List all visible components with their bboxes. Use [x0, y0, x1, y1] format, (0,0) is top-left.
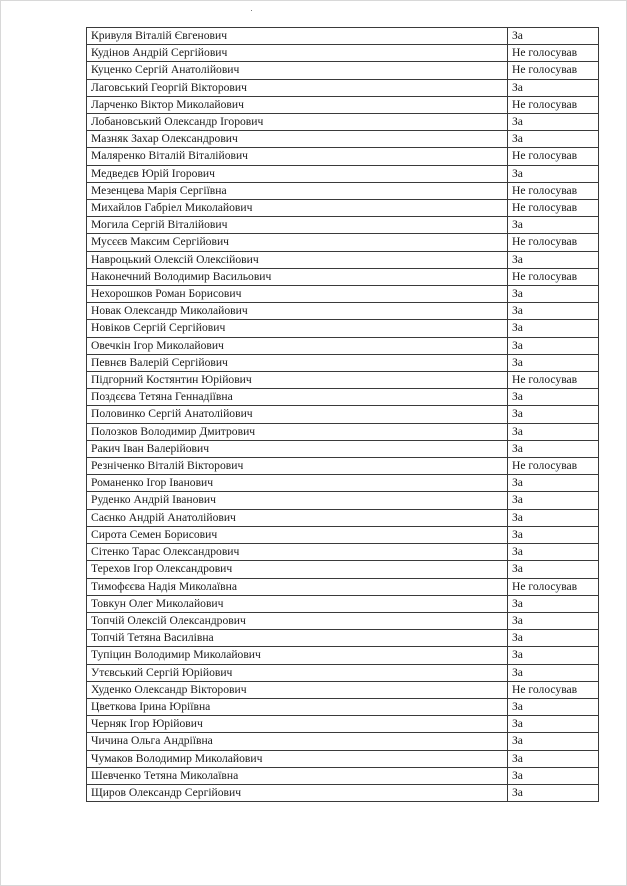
deputy-name-cell: Поздєєва Тетяна Геннадіївна	[87, 389, 508, 406]
vote-result-cell: За	[508, 131, 599, 148]
vote-result-cell: За	[508, 750, 599, 767]
vote-result-cell: За	[508, 303, 599, 320]
vote-result-cell: Не голосував	[508, 182, 599, 199]
table-row	[87, 561, 599, 578]
deputy-name-cell: Могила Сергій Віталійович	[87, 217, 508, 234]
deputy-name-cell: Лаговський Георгій Вікторович	[87, 79, 508, 96]
deputy-name-cell: Половинко Сергій Анатолійович	[87, 406, 508, 423]
deputy-name-cell: Товкун Олег Миколайович	[87, 595, 508, 612]
deputy-name-cell: Михайлов Габріел Миколайович	[87, 200, 508, 217]
deputy-name-cell: Черняк Ігор Юрійович	[87, 716, 508, 733]
vote-result-cell: Не голосував	[508, 200, 599, 217]
vote-result-cell: Не голосував	[508, 148, 599, 165]
table-row	[87, 303, 599, 320]
deputy-name-cell: Новіков Сергій Сергійович	[87, 320, 508, 337]
deputy-name-cell: Романенко Ігор Іванович	[87, 475, 508, 492]
deputy-name-cell: Руденко Андрій Іванович	[87, 492, 508, 509]
table-row	[87, 664, 599, 681]
table-row	[87, 79, 599, 96]
table-row	[87, 458, 599, 475]
table-row	[87, 320, 599, 337]
deputy-name-cell: Топчій Тетяна Василівна	[87, 630, 508, 647]
deputy-name-cell: Тимофєєва Надія Миколаївна	[87, 578, 508, 595]
table-row	[87, 630, 599, 647]
deputy-name-cell: Худенко Олександр Вікторович	[87, 681, 508, 698]
vote-result-cell: За	[508, 647, 599, 664]
deputy-name-cell: Терехов Ігор Олександрович	[87, 561, 508, 578]
vote-result-cell: За	[508, 664, 599, 681]
deputy-name-cell: Чумаков Володимир Миколайович	[87, 750, 508, 767]
vote-result-cell: За	[508, 612, 599, 629]
table-row	[87, 389, 599, 406]
deputy-name-cell: Цветкова Ірина Юріївна	[87, 698, 508, 715]
table-row	[87, 784, 599, 801]
vote-result-cell: За	[508, 114, 599, 131]
table-row	[87, 131, 599, 148]
deputy-name-cell: Овечкін Ігор Миколайович	[87, 337, 508, 354]
table-row	[87, 475, 599, 492]
table-row	[87, 337, 599, 354]
table-row	[87, 165, 599, 182]
table-row	[87, 354, 599, 371]
vote-result-cell: За	[508, 217, 599, 234]
deputy-name-cell: Сітенко Тарас Олександрович	[87, 544, 508, 561]
table-row	[87, 62, 599, 79]
deputy-name-cell: Підгорний Костянтин Юрійович	[87, 372, 508, 389]
vote-result-cell: За	[508, 79, 599, 96]
table-row	[87, 716, 599, 733]
table-row	[87, 372, 599, 389]
deputy-name-cell: Кудінов Андрій Сергійович	[87, 45, 508, 62]
table-row	[87, 268, 599, 285]
vote-result-cell: За	[508, 320, 599, 337]
table-row	[87, 200, 599, 217]
table-row	[87, 28, 599, 45]
vote-result-cell: За	[508, 354, 599, 371]
table-row	[87, 96, 599, 113]
deputy-name-cell: Полозков Володимир Дмитрович	[87, 423, 508, 440]
table-row	[87, 492, 599, 509]
deputy-name-cell: Маляренко Віталій Віталійович	[87, 148, 508, 165]
vote-result-cell: За	[508, 423, 599, 440]
deputy-name-cell: Куценко Сергій Анатолійович	[87, 62, 508, 79]
table-row	[87, 440, 599, 457]
table-row	[87, 750, 599, 767]
vote-result-cell: Не голосував	[508, 45, 599, 62]
vote-result-cell: За	[508, 509, 599, 526]
vote-result-cell: Не голосував	[508, 234, 599, 251]
table-row	[87, 45, 599, 62]
table-row	[87, 733, 599, 750]
deputy-name-cell: Чичина Ольга Андріївна	[87, 733, 508, 750]
table-row	[87, 148, 599, 165]
table-row	[87, 578, 599, 595]
table-row	[87, 234, 599, 251]
vote-result-cell: За	[508, 698, 599, 715]
table-row	[87, 423, 599, 440]
deputy-name-cell: Ракич Іван Валерійович	[87, 440, 508, 457]
table-row	[87, 509, 599, 526]
deputy-name-cell: Нехорошков Роман Борисович	[87, 286, 508, 303]
table-row	[87, 114, 599, 131]
vote-result-cell: За	[508, 561, 599, 578]
vote-result-cell: За	[508, 492, 599, 509]
deputy-name-cell: Щиров Олександр Сергійович	[87, 784, 508, 801]
deputy-name-cell: Навроцький Олексій Олексійович	[87, 251, 508, 268]
deputy-name-cell: Певнєв Валерій Сергійович	[87, 354, 508, 371]
deputy-name-cell: Ларченко Віктор Миколайович	[87, 96, 508, 113]
vote-result-cell: За	[508, 784, 599, 801]
deputy-name-cell: Шевченко Тетяна Миколаївна	[87, 767, 508, 784]
deputy-name-cell: Саєнко Андрій Анатолійович	[87, 509, 508, 526]
deputy-name-cell: Топчій Олексій Олександрович	[87, 612, 508, 629]
vote-results-table	[86, 27, 599, 802]
deputy-name-cell: Наконечний Володимир Васильович	[87, 268, 508, 285]
scan-speck	[251, 10, 252, 11]
vote-result-cell: За	[508, 526, 599, 543]
table-row	[87, 286, 599, 303]
vote-result-cell: Не голосував	[508, 458, 599, 475]
vote-result-cell: Не голосував	[508, 62, 599, 79]
vote-result-cell: За	[508, 630, 599, 647]
vote-result-cell: За	[508, 475, 599, 492]
vote-result-cell: За	[508, 595, 599, 612]
table-row	[87, 217, 599, 234]
table-row	[87, 681, 599, 698]
deputy-name-cell: Новак Олександр Миколайович	[87, 303, 508, 320]
table-row	[87, 612, 599, 629]
vote-result-cell: За	[508, 286, 599, 303]
deputy-name-cell: Тупіцин Володимир Миколайович	[87, 647, 508, 664]
vote-result-cell: За	[508, 733, 599, 750]
vote-result-cell: За	[508, 544, 599, 561]
deputy-name-cell: Мазняк Захар Олександрович	[87, 131, 508, 148]
deputy-name-cell: Утєвський Сергій Юрійович	[87, 664, 508, 681]
vote-result-cell: За	[508, 28, 599, 45]
vote-result-cell: Не голосував	[508, 372, 599, 389]
deputy-name-cell: Мусєєв Максим Сергійович	[87, 234, 508, 251]
table-row	[87, 595, 599, 612]
deputy-name-cell: Лобановський Олександр Ігорович	[87, 114, 508, 131]
vote-result-cell: Не голосував	[508, 96, 599, 113]
vote-result-cell: За	[508, 767, 599, 784]
vote-result-cell: Не голосував	[508, 681, 599, 698]
table-row	[87, 251, 599, 268]
vote-result-cell: За	[508, 406, 599, 423]
deputy-name-cell: Резніченко Віталій Вікторович	[87, 458, 508, 475]
deputy-name-cell: Кривуля Віталій Євгенович	[87, 28, 508, 45]
table-row	[87, 544, 599, 561]
vote-result-cell: За	[508, 251, 599, 268]
table-row	[87, 406, 599, 423]
table-row	[87, 698, 599, 715]
table-row	[87, 647, 599, 664]
vote-result-cell: За	[508, 716, 599, 733]
deputy-name-cell: Сирота Семен Борисович	[87, 526, 508, 543]
table-row	[87, 182, 599, 199]
vote-result-cell: За	[508, 165, 599, 182]
vote-rows	[87, 28, 599, 802]
table-row	[87, 767, 599, 784]
vote-result-cell: Не голосував	[508, 268, 599, 285]
vote-result-cell: Не голосував	[508, 578, 599, 595]
deputy-name-cell: Мезенцева Марія Сергіївна	[87, 182, 508, 199]
deputy-name-cell: Медведєв Юрій Ігорович	[87, 165, 508, 182]
vote-result-cell: За	[508, 337, 599, 354]
table-row	[87, 526, 599, 543]
vote-result-cell: За	[508, 440, 599, 457]
vote-result-cell: За	[508, 389, 599, 406]
